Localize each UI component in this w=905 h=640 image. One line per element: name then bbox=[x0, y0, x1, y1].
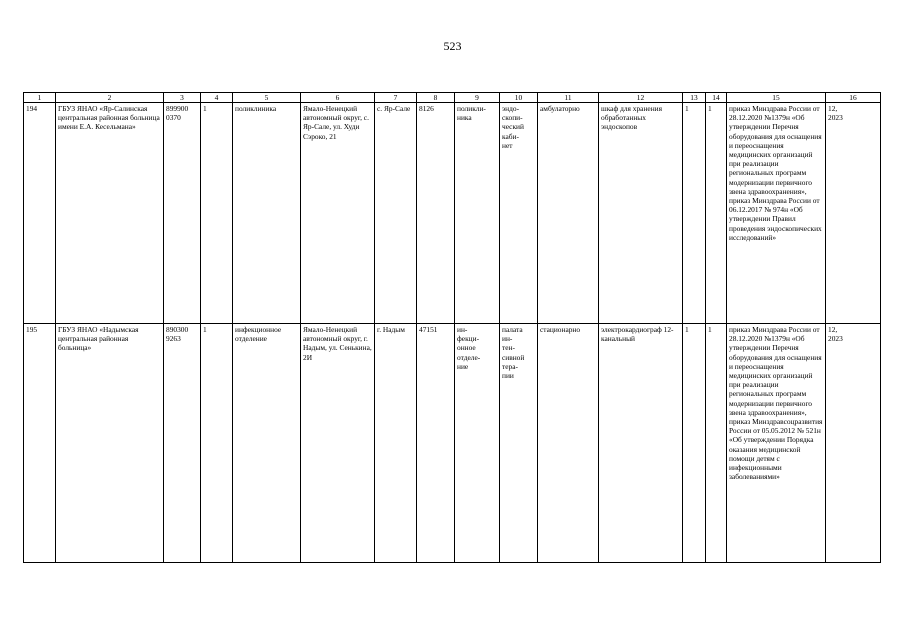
delivery-date: 12, 2023 bbox=[826, 324, 881, 563]
count-cell: 1 bbox=[201, 324, 233, 563]
page-number: 523 bbox=[443, 39, 462, 53]
equipment-name: электрокардиограф 12-канальный bbox=[599, 324, 683, 563]
delivery-date: 12, 2023 bbox=[826, 103, 881, 324]
column-number-row bbox=[24, 93, 881, 103]
care-mode: амбулаторно bbox=[538, 103, 599, 324]
department: инфекционное отделение bbox=[233, 324, 301, 563]
table-row bbox=[24, 103, 881, 324]
org-code: 899900 0370 bbox=[164, 103, 201, 324]
settlement-code: 47151 bbox=[417, 324, 455, 563]
address: Ямало-Ненецкий автономный округ, с. Яр-Сале, ул. Худи Сэроко, 21 bbox=[301, 103, 375, 324]
column-header: 15 bbox=[727, 93, 826, 103]
address: Ямало-Ненецкий автономный округ, г. Надым, ул. Сенькина, 2И bbox=[301, 324, 375, 563]
row-number: 195 bbox=[24, 324, 56, 563]
legal-basis: приказ Минздрава России от 28.12.2020 №1379н «Об утверждении Перечня оборудования для оснащения и переоснащения медицинских организаций при реализации региональных программ модернизации первичного звена здравоохранения», приказ Минздравсоцразвития России от 05.05.2012 № 521н «Об утверждении Порядка оказания медицинской помощи детям с инфекционными заболеваниями» bbox=[727, 324, 826, 563]
column-header: 14 bbox=[706, 93, 727, 103]
column-header: 3 bbox=[164, 93, 201, 103]
column-header: 2 bbox=[56, 93, 164, 103]
column-header: 13 bbox=[683, 93, 706, 103]
quantity-cell: 1 bbox=[683, 324, 706, 563]
quantity-cell: 1 bbox=[706, 324, 727, 563]
column-header: 6 bbox=[301, 93, 375, 103]
column-header: 10 bbox=[500, 93, 538, 103]
quantity-cell: 1 bbox=[683, 103, 706, 324]
department: поликлиника bbox=[233, 103, 301, 324]
column-header: 7 bbox=[375, 93, 417, 103]
legal-basis: приказ Минздрава России от 28.12.2020 №1379н «Об утверждении Перечня оборудования для оснащения и переоснащения медицинских организаций при реализации региональных программ модернизации первичного звена здравоохранения», приказ Минздрава России от 06.12.2017 № 974н «Об утверждении Правил проведения эндоскопических исследований» bbox=[727, 103, 826, 324]
column-header: 9 bbox=[455, 93, 500, 103]
equipment-table bbox=[23, 92, 881, 563]
column-header: 4 bbox=[201, 93, 233, 103]
room-type: палата ин- тен- сивной тера- пии bbox=[500, 324, 538, 563]
unit-type: ин- фекци- онное отделе- ние bbox=[455, 324, 500, 563]
unit-type: поликли- ника bbox=[455, 103, 500, 324]
column-header: 8 bbox=[417, 93, 455, 103]
row-number: 194 bbox=[24, 103, 56, 324]
table-row bbox=[24, 324, 881, 563]
equipment-name: шкаф для хранения обработанных эндоскопов bbox=[599, 103, 683, 324]
settlement-code: 8126 bbox=[417, 103, 455, 324]
org-code: 890300 9263 bbox=[164, 324, 201, 563]
room-type: эндо- скопи- ческий каби- нет bbox=[500, 103, 538, 324]
count-cell: 1 bbox=[201, 103, 233, 324]
column-header: 11 bbox=[538, 93, 599, 103]
column-header: 12 bbox=[599, 93, 683, 103]
column-header: 5 bbox=[233, 93, 301, 103]
settlement: с. Яр-Сале bbox=[375, 103, 417, 324]
care-mode: стационарно bbox=[538, 324, 599, 563]
column-header: 1 bbox=[24, 93, 56, 103]
organization-name: ГБУЗ ЯНАО «Надымская центральная районная больница» bbox=[56, 324, 164, 563]
quantity-cell: 1 bbox=[706, 103, 727, 324]
organization-name: ГБУЗ ЯНАО «Яр-Салинская центральная районная больница имени Е.А. Кесельмана» bbox=[56, 103, 164, 324]
settlement: г. Надым bbox=[375, 324, 417, 563]
column-header: 16 bbox=[826, 93, 881, 103]
